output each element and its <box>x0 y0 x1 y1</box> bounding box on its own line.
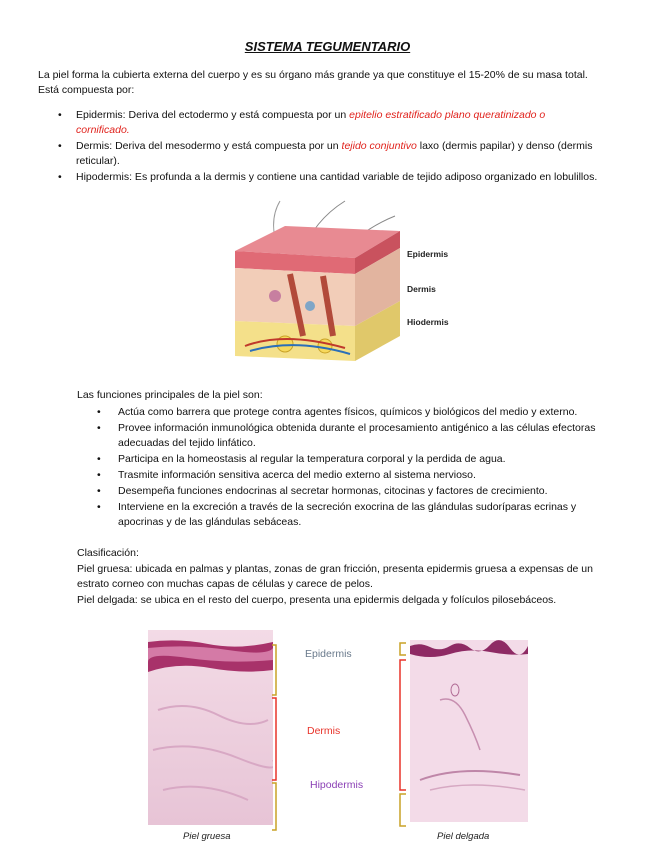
classification-gruesa-2: estrato corneo con muchas capas de células y carece de pelos. <box>77 578 373 590</box>
caption-thin-skin: Piel delgada <box>437 831 490 842</box>
diagram-label-hipodermis: Hiodermis <box>407 317 449 327</box>
function-text-2: apocrinas y de las glándulas sebáceas. <box>118 516 302 528</box>
classification-delgada: Piel delgada: se ubica en el resto del cuerpo, presenta una epidermis delgada y folículos pilosebáceos. <box>77 593 557 606</box>
bullet-icon: • <box>97 501 101 513</box>
histology-brackets-right <box>392 640 412 830</box>
layer-epidermis-text: Epidermis: Deriva del ectodermo y está compuesta por un <box>76 109 350 121</box>
layer-dermis-text-post: laxo (dermis papilar) y denso (dermis <box>416 140 593 152</box>
bullet-icon: • <box>97 485 101 497</box>
histology-brackets-left <box>268 640 298 835</box>
bullet-icon: • <box>97 422 101 434</box>
caption-thick-skin: Piel gruesa <box>183 831 231 842</box>
histology-label-epidermis: Epidermis <box>305 648 352 660</box>
function-text: Interviene en la excreción a través de la secreción exocrina de las glándulas sudoríparas ecrinas y <box>118 501 577 513</box>
function-text: Trasmite información sensitiva acerca del medio externo al sistema nervioso. <box>118 469 476 481</box>
function-text-2: adecuadas del tejido linfático. <box>118 437 256 449</box>
page-title: SISTEMA TEGUMENTARIO <box>244 39 411 54</box>
histology-label-hipodermis: Hipodermis <box>310 779 364 791</box>
intro-line-1: La piel forma la cubierta externa del cuerpo y es su órgano más grande ya que constituye el 15-20% de su masa total. <box>38 69 588 81</box>
layer-epidermis-highlight-2: cornificado. <box>76 124 130 136</box>
bullet-icon: • <box>58 109 62 121</box>
diagram-label-epidermis: Epidermis <box>407 249 449 259</box>
histology-thick-skin-image <box>148 630 273 828</box>
skin-diagram <box>225 196 495 371</box>
bullet-icon: • <box>58 140 62 152</box>
functions-heading: Las funciones principales de la piel son: <box>77 389 263 401</box>
histology-label-dermis: Dermis <box>307 725 341 737</box>
classification-gruesa: Piel gruesa: ubicada en palmas y plantas, zonas de gran fricción, presenta epidermis gruesa a expensas de un <box>77 562 593 575</box>
layer-dermis-line-2: reticular). <box>76 155 120 167</box>
intro-line-2: Está compuesta por: <box>38 84 135 96</box>
diagram-label-dermis: Dermis <box>407 284 436 294</box>
bullet-icon: • <box>97 469 101 481</box>
bullet-icon: • <box>97 406 101 418</box>
skin-diagram-illustration <box>225 196 405 371</box>
histology-thin-skin-image <box>410 640 528 825</box>
function-text: Provee información inmunológica obtenida durante el procesamiento antigénico a las células efectoras <box>118 422 596 434</box>
function-text: Desempeña funciones endocrinas al secretar hormonas, citocinas y factores de crecimiento. <box>118 485 548 497</box>
classification-heading: Clasificación: <box>77 547 139 559</box>
bullet-icon: • <box>97 453 101 465</box>
layer-dermis-text: Dermis: Deriva del mesodermo y está compuesta por un <box>76 140 342 152</box>
thick-skin-micrograph <box>148 630 273 825</box>
function-text: Participa en la homeostasis al regular la temperatura corporal y la perdida de agua. <box>118 453 506 465</box>
layer-epidermis-highlight: epitelio estratificado plano queratinizado o <box>349 109 546 121</box>
classification-section <box>77 546 617 608</box>
bullet-icon: • <box>58 171 62 183</box>
function-text: Actúa como barrera que protege contra agentes físicos, químicos y biológicos del medio y externo. <box>118 406 578 418</box>
layer-hipodermis-text: Hipodermis: Es profunda a la dermis y contiene una cantidad variable de tejido adiposo organizado en lobulillos. <box>76 171 598 183</box>
intro-paragraph <box>38 68 618 98</box>
thin-skin-micrograph <box>410 640 528 822</box>
layer-dermis-highlight: tejido conjuntivo <box>341 140 417 152</box>
